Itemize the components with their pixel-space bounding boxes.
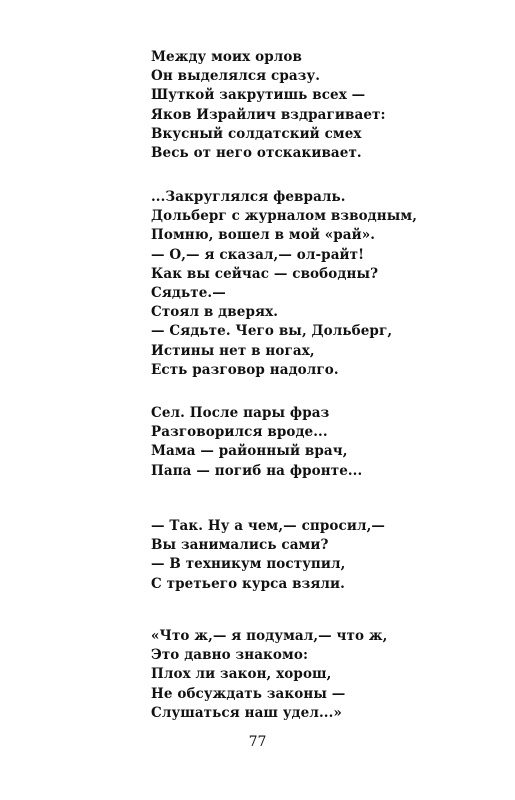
poem-line: — О,— я сказал,— ол-райт! — [151, 246, 365, 263]
poem-line: Это давно знакомо: — [151, 647, 309, 664]
poem-stanza — [151, 627, 451, 723]
poem-line: Как вы сейчас — свободны? — [151, 265, 379, 282]
poem-line: Яков Израйлич вздрагивает: — [151, 106, 386, 123]
poem-line: С третьего курса взяли. — [151, 575, 345, 592]
poem-line: Сел. После пары фраз — [151, 405, 330, 421]
poem-line: — В техникум поступил, — [151, 556, 346, 573]
poem-line: Есть разговор надолго. — [151, 361, 339, 378]
poem-line: ...Закруглялся февраль. — [151, 189, 346, 205]
poem-line: Слушаться наш удел...» — [151, 704, 342, 721]
poem-line: Вы занимались сами? — [151, 537, 329, 554]
poem-line: «Что ж,— я подумал,— что ж, — [151, 628, 388, 644]
poem-stanza — [151, 48, 451, 163]
poem-line: Дольберг с журналом взводным, — [151, 208, 418, 225]
poem-line: Между моих орлов — [151, 49, 302, 65]
poem-stanza — [151, 188, 451, 380]
poem-line: Плох ли закон, хорош, — [151, 666, 332, 683]
poem-line: — Так. Ну а чем,— спросил,— — [151, 518, 385, 534]
poem-line: — Сядьте. Чего вы, Дольберг, — [151, 323, 393, 340]
poem-line: Весь от него отскакивает. — [151, 145, 362, 162]
poem-line: Разговорился вроде... — [151, 424, 328, 441]
page-number: 77 — [248, 734, 267, 750]
poem-line: Помню, вошел в мой «рай». — [151, 227, 376, 244]
poem-line: Вкусный солдатский смех — [151, 125, 362, 142]
poem-line: Папа — погиб на фронте... — [151, 462, 363, 479]
poem-stanza — [151, 404, 451, 481]
poem-stanza — [151, 517, 451, 594]
poem-line: Сядьте.— — [151, 285, 226, 302]
poem-line: Не обсуждать законы — — [151, 685, 346, 702]
poem-line: Шуткой закрутишь всех — — [151, 87, 366, 104]
poem-line: Мама — районный врач, — [151, 443, 348, 460]
poem-line: Стоял в дверях. — [151, 304, 279, 321]
poem-line: Он выделялся сразу. — [151, 68, 321, 85]
poem-line: Истины нет в ногах, — [151, 342, 315, 359]
